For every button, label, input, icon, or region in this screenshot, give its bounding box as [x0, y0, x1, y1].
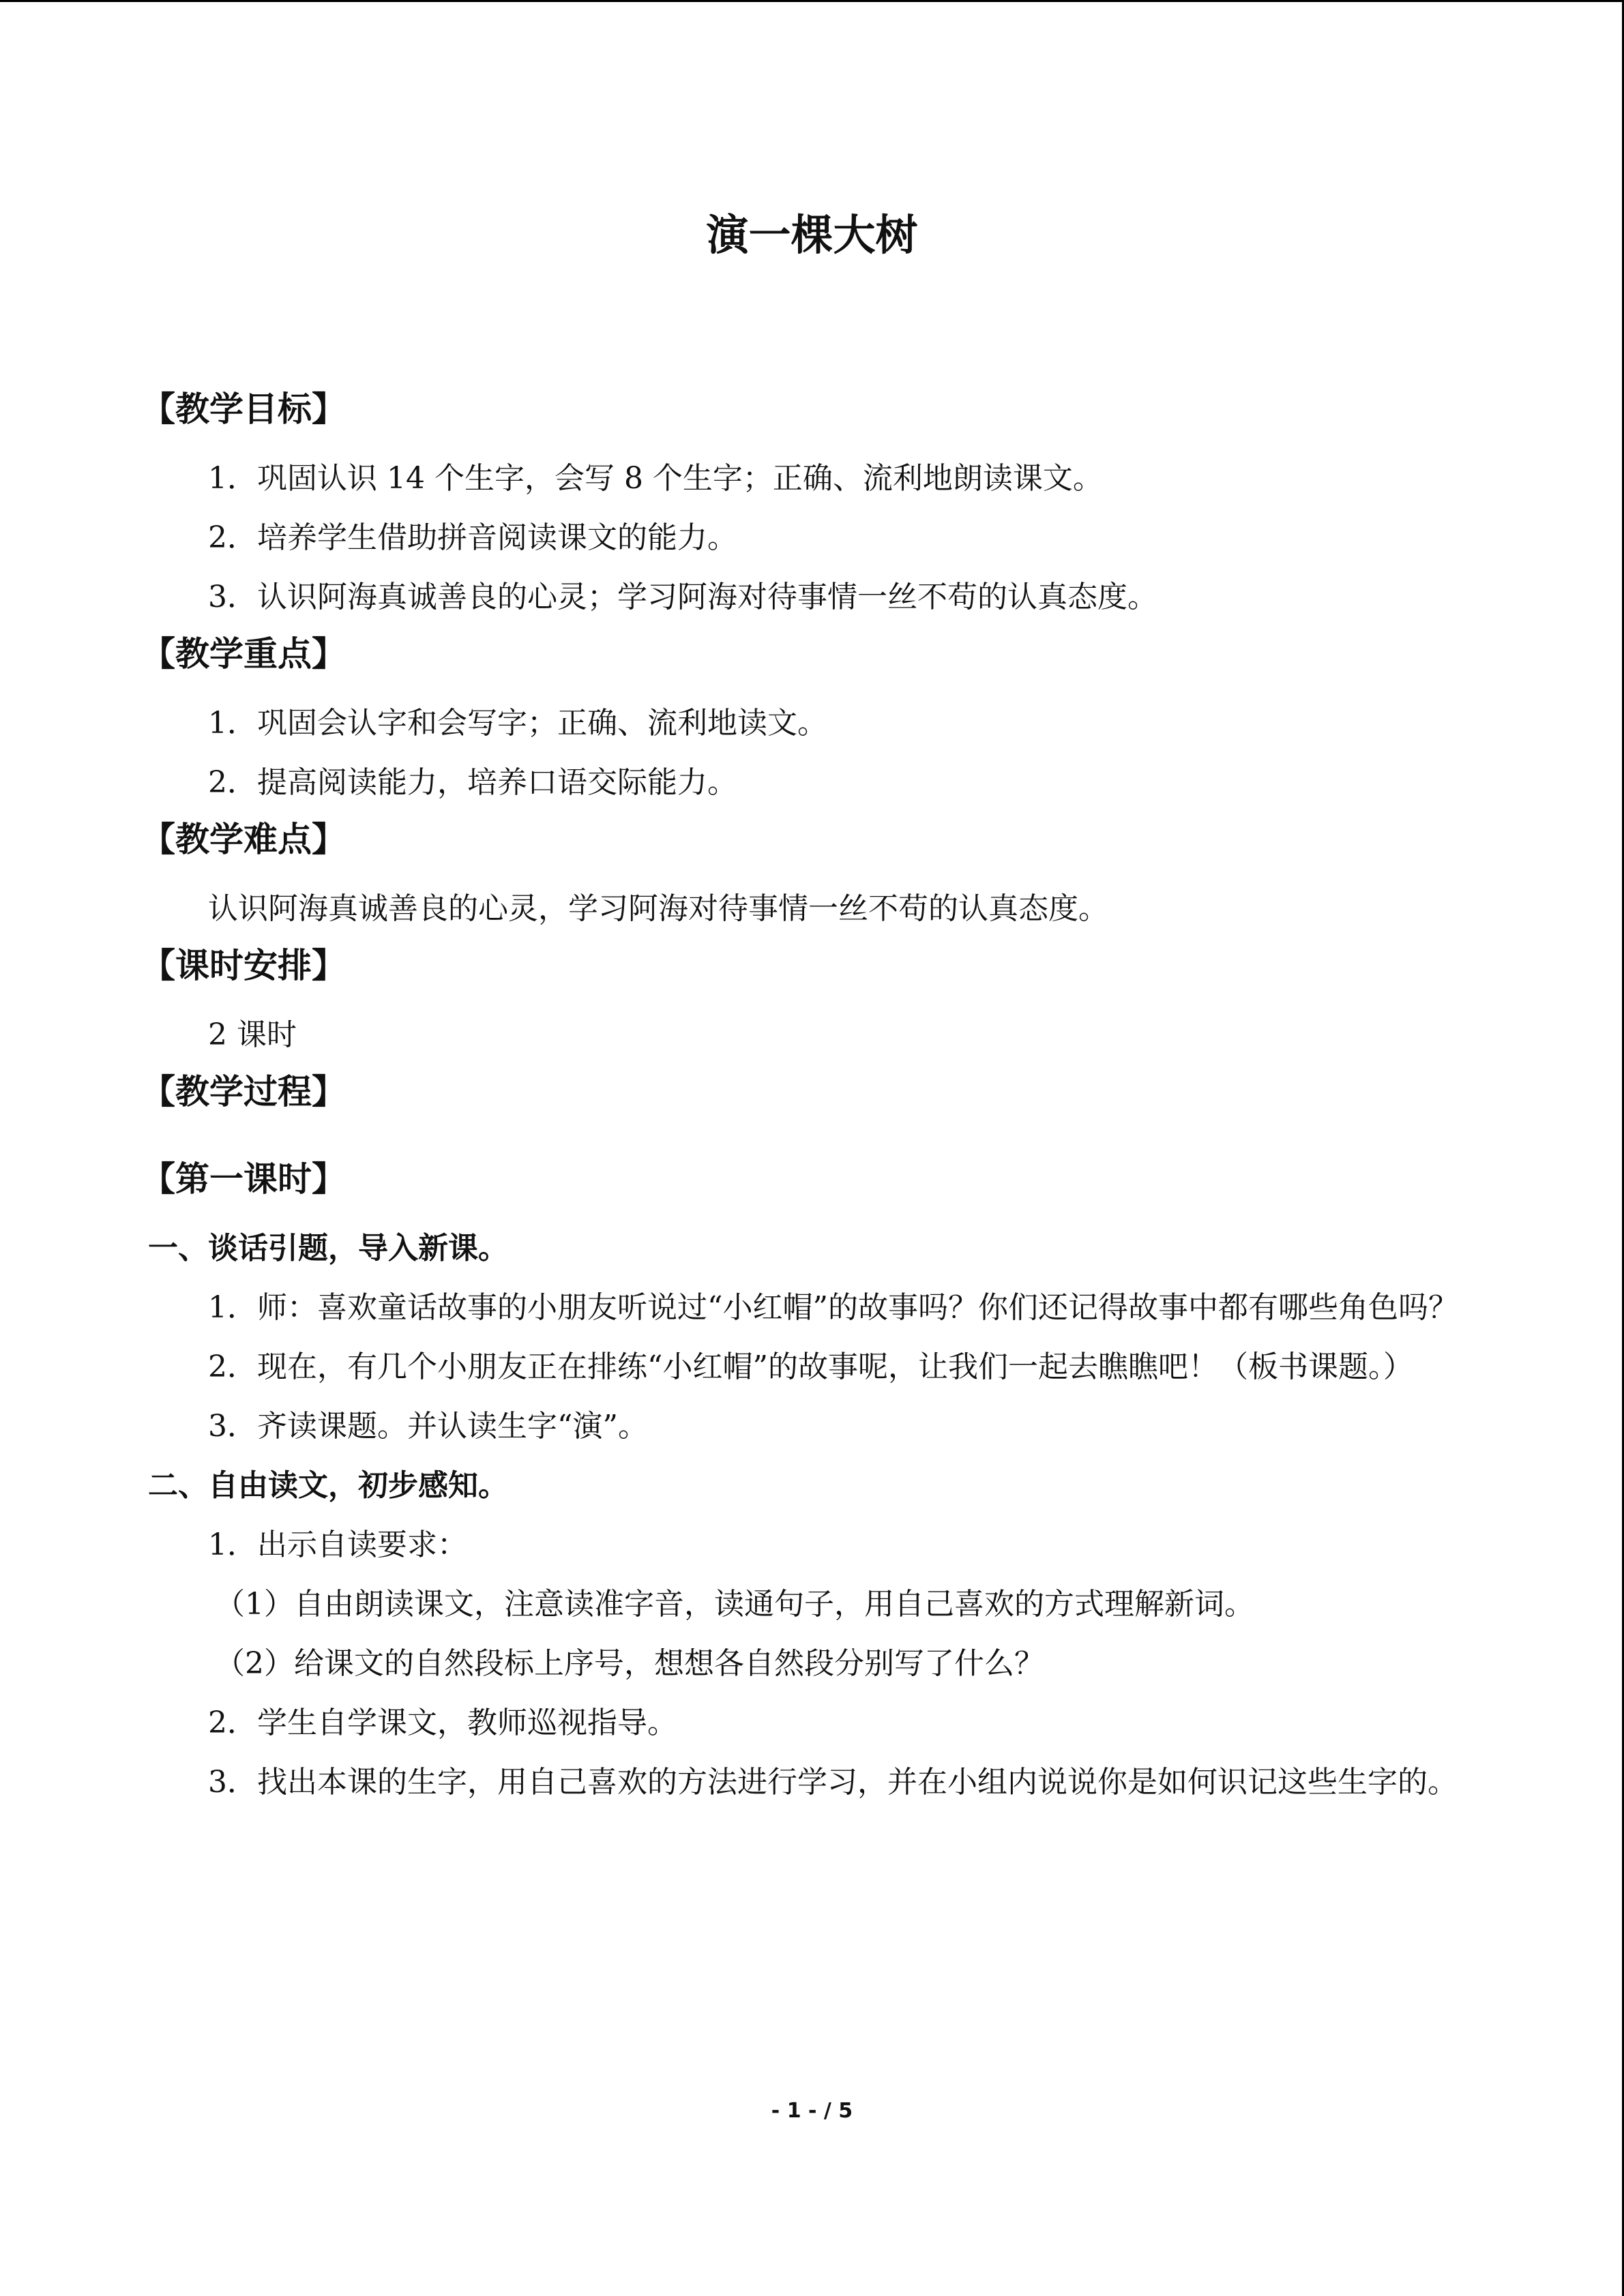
document-title: 演一棵大树 — [706, 210, 918, 260]
difficulty-text: 认识阿海真诚善良的心灵，学习阿海对待事情一丝不苟的认真态度。 — [208, 891, 1108, 926]
paragraph: 3．齐读课题。并认读生字“演”。 — [208, 1409, 648, 1444]
schedule-text: 2 课时 — [208, 1017, 297, 1052]
paragraph: 2．现在，有几个小朋友正在排练“小红帽”的故事呢，让我们一起去瞧瞧吧！（板书课题。） — [208, 1350, 1413, 1384]
goal-item: 1．巩固认识 14 个生字，会写 8 个生字；正确、流利地朗读课文。 — [208, 461, 1103, 496]
heading-process: 【教学过程】 — [141, 1072, 346, 1112]
sub-item: （1）自由朗读课文，注意读准字音，读通句子，用自己喜欢的方式理解新词。 — [215, 1587, 1254, 1622]
key-point-item: 1．巩固会认字和会写字；正确、流利地读文。 — [208, 706, 827, 741]
section-title: 一、谈话引题，导入新课。 — [148, 1231, 508, 1266]
heading-difficulties: 【教学难点】 — [141, 820, 346, 859]
heading-first-lesson: 【第一课时】 — [141, 1159, 346, 1199]
paragraph: 1．出示自读要求： — [208, 1527, 467, 1562]
paragraph: 2．学生自学课文，教师巡视指导。 — [208, 1705, 677, 1740]
page-number: - 1 - / 5 — [771, 2099, 853, 2123]
paragraph: 3．找出本课的生字，用自己喜欢的方法进行学习，并在小组内说说你是如何识记这些生字的。 — [208, 1765, 1458, 1800]
paragraph: 1．师：喜欢童话故事的小朋友听说过“小红帽”的故事吗？你们还记得故事中都有哪些角色吗？ — [208, 1290, 1458, 1325]
top-border-line — [0, 0, 1624, 2]
heading-goals: 【教学目标】 — [141, 389, 346, 429]
section-title: 二、自由读文，初步感知。 — [148, 1468, 508, 1503]
heading-schedule: 【课时安排】 — [141, 946, 346, 985]
goal-item: 3．认识阿海真诚善良的心灵；学习阿海对待事情一丝不苟的认真态度。 — [208, 580, 1157, 614]
heading-key-points: 【教学重点】 — [141, 634, 346, 674]
document-body — [141, 382, 1475, 1812]
sub-item: （2）给课文的自然段标上序号，想想各自然段分别写了什么？ — [215, 1646, 1044, 1681]
key-point-item: 2．提高阅读能力，培养口语交际能力。 — [208, 765, 737, 800]
goal-item: 2．培养学生借助拼音阅读课文的能力。 — [208, 520, 737, 555]
